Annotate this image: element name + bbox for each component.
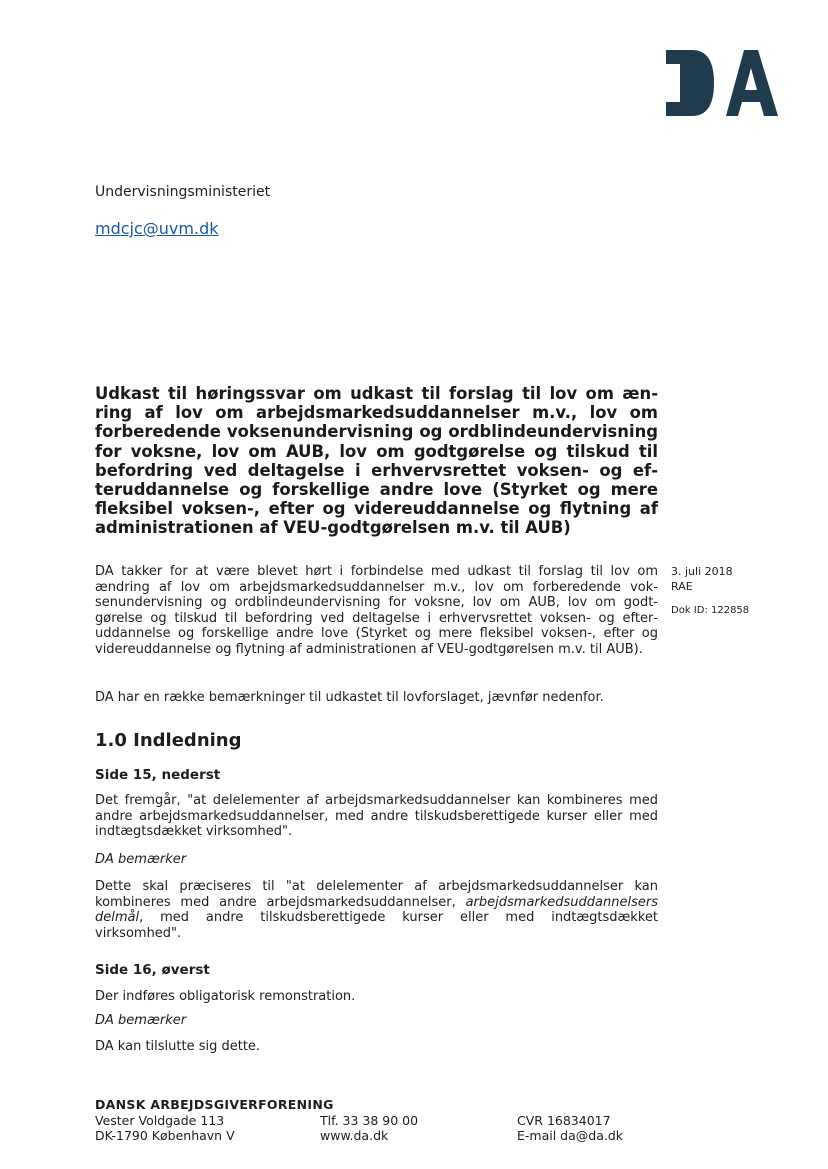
remark-text-italic: arbejdsmarkedsuddannelsers delmål [95, 894, 658, 926]
author-initials: RAE [671, 580, 693, 593]
footer-organization: DANSK ARBEJDSGIVERFORENING [95, 1097, 334, 1112]
da-logo [666, 50, 778, 116]
footer-address [95, 1114, 235, 1143]
document-title: Udkast til høringssvar om udkast til forslag til lov om ænring af lov om arbejdsmarkedsuddannelser m.v., lov om forberedende voksenundervisning og ordblindeundervisning for voksne, lov om AUB, lov om godtgørelse og tilskud til befordring ved deltagelse i erhvervsrettet voksen- og efteruddannelse og forskellige andre love (Styrket og mere fleksibel voksen-, efter og videreuddannelse og flytning af administrationen af VEU-godtgørelsen m.v. til AUB) [95, 384, 658, 538]
footer-cvr: CVR 16834017 [517, 1113, 611, 1128]
footer-email[interactable]: E-mail da@da.dk [517, 1127, 623, 1143]
document-id: Dok ID: 122858 [671, 605, 750, 616]
section-heading: 1.0 Indledning [95, 730, 242, 751]
footer-company-info [517, 1114, 623, 1143]
remark-text-a: Dette skal præciseres til "at delelementer af arbejdsmarkedsuddannelser kan kombineres med andre arbejdsmarkedsuddannelser, [95, 879, 658, 910]
intro-paragraph-2: DA har en række bemærkninger til udkastet til lovforslaget, jævnfør nedenfor. [95, 690, 604, 705]
document-date: 3. juli 2018 [671, 565, 733, 578]
intro-paragraph: DA takker for at være blevet hørt i forbindelse med udkast til forslag til lov om ændring af lov om arbejdsmarkedsuddannelser m.v., lov om forberedende voksenundervisning og ordblindeundervisning for voksne, lov om AUB, lov om godtgørelse og tilskud til befordring ved deltagelse i erhvervsrettet voksen- og efteruddannelse og forskellige andre love (Styrket og mere fleksibel voksen-, efter og videreuddannelse og flytning af administrationen af VEU-godtgørelsen m.v. til AUB). [95, 564, 658, 657]
remark-text-c: , med andre tilskudsberettigede kurser eller med indtægtsdækket virksomhed". [95, 910, 658, 941]
footer-city: DK-1790 København V [95, 1127, 235, 1143]
footer-web-link[interactable]: www.da.dk [320, 1127, 389, 1143]
footer-phone: Tlf. 33 38 90 00 [320, 1113, 419, 1128]
side-16-remark-label: DA bemærker [95, 1013, 187, 1028]
recipient-email-link[interactable]: mdcjc@uvm.dk [95, 219, 219, 238]
footer-contact [320, 1114, 418, 1143]
side-16-paragraph: Der indføres obligatorisk remonstration. [95, 989, 356, 1004]
side-15-remark-label: DA bemærker [95, 852, 187, 867]
side-15-remark-paragraph [95, 879, 658, 941]
side-16-remark-paragraph: DA kan tilslutte sig dette. [95, 1039, 261, 1054]
footer-street: Vester Voldgade 113 [95, 1113, 225, 1128]
side-15-paragraph: Det fremgår, "at delelementer af arbejdsmarkedsuddannelser kan kombineres med andre arbejdsmarkedsuddannelser, med andre tilskudsberettigede kurser eller med indtægtsdækket virksomhed". [95, 793, 658, 840]
subsection-heading-side-15: Side 15, nederst [95, 767, 221, 783]
subsection-heading-side-16: Side 16, øverst [95, 962, 210, 978]
recipient-name: Undervisningsministeriet [95, 184, 271, 200]
